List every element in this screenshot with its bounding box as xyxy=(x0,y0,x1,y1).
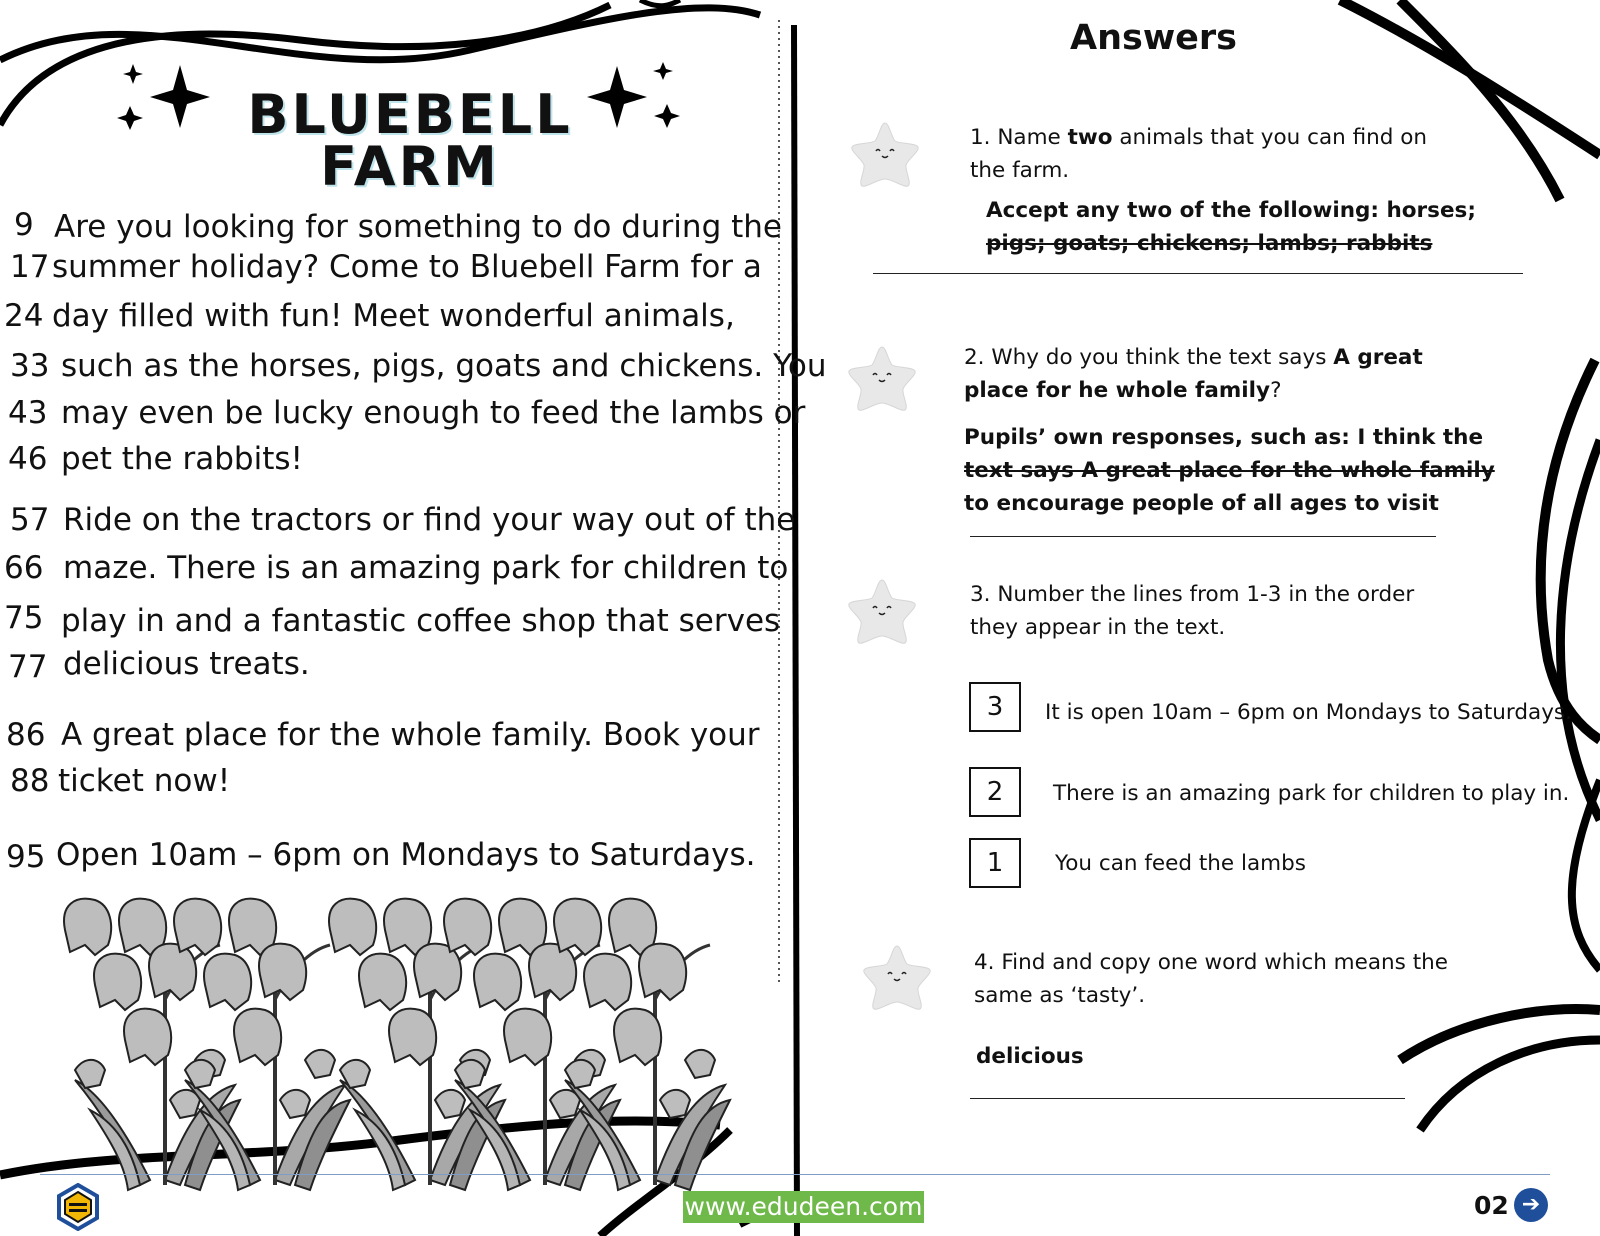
line-number: 24 xyxy=(4,298,44,334)
star-face-icon xyxy=(848,120,922,188)
page-title-line1: BLUEBELL xyxy=(247,83,573,146)
line-text: day filled with fun! Meet wonderful animals, xyxy=(52,298,735,334)
line-number: 17 xyxy=(10,249,50,285)
line-text: maze. There is an amazing park for children to xyxy=(63,550,789,586)
line-text: may even be lucky enough to feed the lambs or xyxy=(61,395,806,431)
line-number: 9 xyxy=(14,207,34,243)
star-face-icon xyxy=(860,943,934,1011)
line-text: play in and a fantastic coffee shop that serves xyxy=(61,603,781,639)
answer-rule xyxy=(873,273,1523,274)
page-divider xyxy=(794,25,797,1236)
order-number-box: 3 xyxy=(969,682,1021,732)
star-face-icon xyxy=(845,577,919,645)
answer-1-line1: Accept any two of the following: horses; xyxy=(986,198,1476,223)
order-item-text: There is an amazing park for children to play in. xyxy=(1053,781,1570,806)
order-item-text: It is open 10am – 6pm on Mondays to Saturdays. xyxy=(1045,700,1572,725)
order-number-box: 2 xyxy=(969,767,1021,817)
answer-2-line1: Pupils’ own responses, such as: I think the xyxy=(964,425,1484,450)
line-text: Ride on the tractors or find your way out of the xyxy=(63,502,796,538)
line-text: summer holiday? Come to Bluebell Farm for a xyxy=(52,249,762,285)
answers-heading: Answers xyxy=(1070,18,1238,58)
line-number: 46 xyxy=(8,441,48,477)
line-number: 77 xyxy=(8,649,48,685)
question-3: 3. Number the lines from 1-3 in the order they appear in the text. xyxy=(970,582,1415,640)
line-number: 57 xyxy=(10,502,50,538)
answer-2-line2: text says A great place for the whole family xyxy=(964,458,1495,483)
line-text: ticket now! xyxy=(58,763,231,799)
question-2: 2. Why do you think the text says A great place for he whole family? xyxy=(964,345,1423,403)
line-text: Are you looking for something to do during the xyxy=(54,209,782,245)
question-4: 4. Find and copy one word which means the same as ‘tasty’. xyxy=(974,950,1448,1008)
answer-1-line2: pigs; goats; chickens; lambs; rabbits xyxy=(986,231,1433,256)
line-number: 88 xyxy=(10,763,50,799)
star-face-icon xyxy=(845,344,919,412)
line-number: 33 xyxy=(10,348,50,384)
answer-rule xyxy=(970,536,1436,537)
line-number: 86 xyxy=(6,717,46,753)
question-1: 1. Name two animals that you can find on the farm. xyxy=(970,125,1428,183)
page-title-line2: FARM xyxy=(320,135,500,198)
footer-rule xyxy=(40,1174,1550,1175)
line-text: A great place for the whole family. Book your xyxy=(61,717,760,753)
arrow-right-circle-icon[interactable]: ➔ xyxy=(1514,1188,1548,1222)
hexagon-bee-logo-icon xyxy=(56,1183,100,1231)
line-text: delicious treats. xyxy=(63,646,310,682)
line-number: 43 xyxy=(8,395,48,431)
line-number: 75 xyxy=(4,600,44,636)
line-number: 95 xyxy=(6,839,46,875)
bluebell-flowers-illustration xyxy=(64,899,730,1190)
line-text: Open 10am – 6pm on Mondays to Saturdays. xyxy=(56,837,756,873)
order-item-text: You can feed the lambs xyxy=(1055,851,1306,876)
line-text: such as the horses, pigs, goats and chickens. You xyxy=(61,348,827,384)
line-number: 66 xyxy=(4,550,44,586)
page-number: 02 xyxy=(1474,1191,1509,1220)
decor-stroke xyxy=(0,8,760,60)
order-number-box: 1 xyxy=(969,838,1021,888)
answer-rule xyxy=(970,1098,1405,1099)
answer-4: delicious xyxy=(976,1044,1084,1069)
answer-2-line3: to encourage people of all ages to visit xyxy=(964,491,1439,516)
line-text: pet the rabbits! xyxy=(61,441,303,477)
website-link[interactable]: www.edudeen.com xyxy=(684,1192,923,1221)
